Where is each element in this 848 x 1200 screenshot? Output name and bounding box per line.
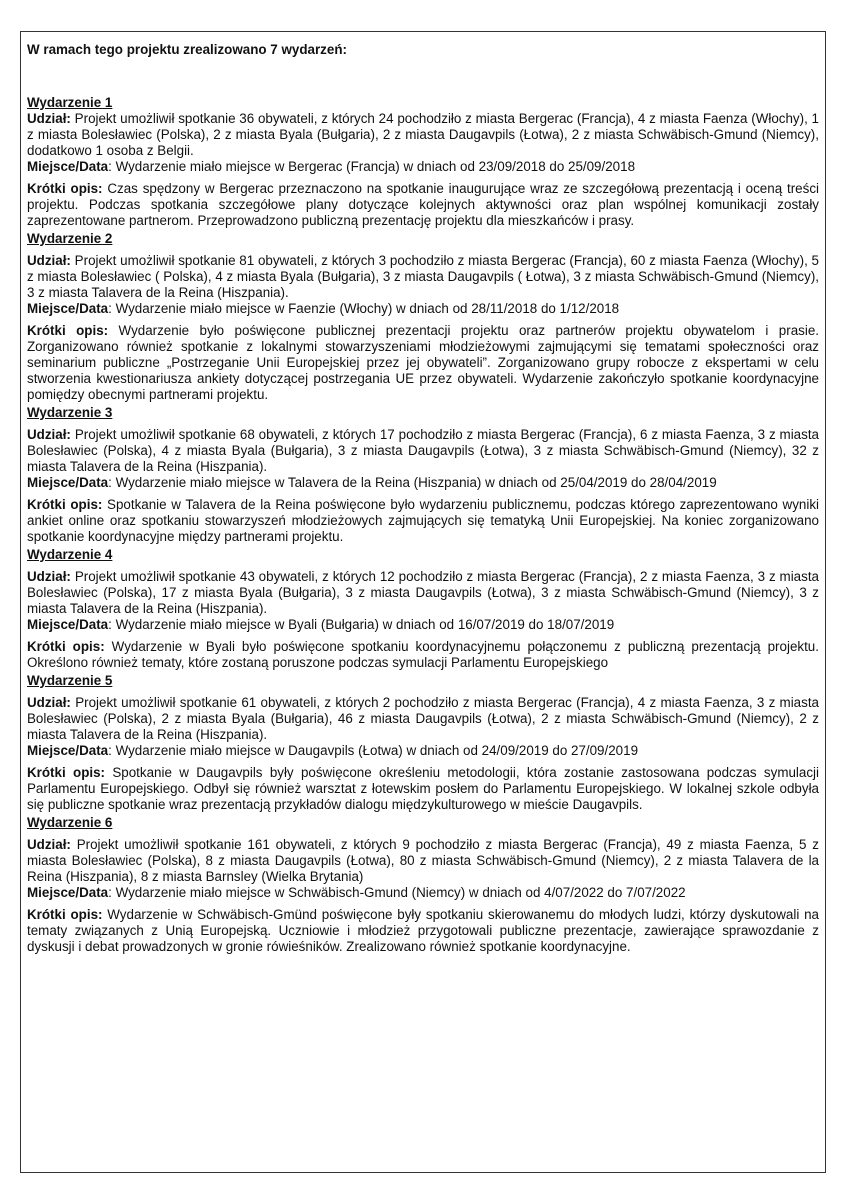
event-participation [27, 111, 819, 159]
event-description [27, 323, 819, 403]
document-frame [20, 31, 826, 1173]
event-description [27, 907, 819, 955]
event-participation [27, 253, 819, 301]
event-heading: Wydarzenie 6 [27, 815, 113, 830]
place-date-text: Wydarzenie miało miejsce w Byali (Bułgaria) w dniach od 16/07/2019 do 18/07/2019 [111, 617, 615, 632]
participation-text: Projekt umożliwił spotkanie 81 obywateli, z których 3 pochodziło z miasta Bergerac (Francja), 60 z miasta Faenza (Włochy), 5 z miasta Bolesławiec ( Polska), 4 z miasta Byala (Bułgaria), 3 z miasta Daugavpils ( Łotwa), 3 z miasta Schwäbisch-Gmund (Niemcy), 3 z miasta Talavera de la Reina (Hiszpania). [27, 253, 819, 300]
document-title: W ramach tego projektu zrealizowano 7 wydarzeń: [27, 42, 347, 57]
event-heading: Wydarzenie 4 [27, 547, 113, 562]
description-label: Krótki opis: [27, 323, 109, 338]
place-date-label: Miejsce/Data [27, 475, 109, 490]
event-place-date [27, 743, 819, 759]
place-date-text: Wydarzenie miało miejsce w Faenzie (Włochy) w dniach od 28/11/2018 do 1/12/2018 [111, 301, 620, 316]
event-description [27, 181, 819, 229]
participation-label: Udział: [27, 837, 71, 852]
place-date-separator: : [108, 475, 112, 490]
event-4 [27, 547, 819, 671]
event-5 [27, 673, 819, 813]
event-description [27, 639, 819, 671]
event-participation [27, 837, 819, 885]
description-text: Spotkanie w Daugavpils były poświęcone określeniu metodologii, która zostanie zastosowana podczas symulacji Parlamentu Europejskiego. Odbył się również warsztat z łotewskim posłem do Parlamentu Europejskiego. W lokalnej szkole odbyła się publiczne spotkanie wraz prezentacją przykładów dialogu międzykulturowego w mieście Daugavpils. [27, 765, 819, 812]
event-participation [27, 427, 819, 475]
participation-text: Projekt umożliwił spotkanie 161 obywateli, z których 9 pochodziło z miasta Bergerac (Francja), 49 z miasta Faenza, 5 z miasta Bolesławiec (Polska), 8 z miasta Daugavpils (Łotwa), 80 z miasta Schwäbisch-Gmund (Niemcy), 2 z miasta Talavera de la Reina (Hiszpania), 8 z miasta Barnsley (Wielka Brytania) [27, 837, 819, 884]
participation-label: Udział: [27, 253, 71, 268]
place-date-label: Miejsce/Data [27, 159, 109, 174]
place-date-label: Miejsce/Data [27, 301, 109, 316]
description-label: Krótki opis: [27, 907, 103, 922]
event-place-date [27, 617, 819, 633]
participation-label: Udział: [27, 569, 71, 584]
participation-text: Projekt umożliwił spotkanie 43 obywateli, z których 12 pochodziło z miasta Bergerac (Francja), 2 z miasta Faenza, 3 z miasta Bolesławiec (Polska), 17 z miasta Byala (Bułgaria), 3 z miasta Daugavpils (Łotwa), 3 z miasta Schwäbisch-Gmund (Niemcy), 3 z miasta Talavera de la Reina (Hiszpania). [27, 569, 819, 616]
participation-label: Udział: [27, 695, 71, 710]
description-text: Wydarzenie w Schwäbisch-Gmünd poświęcone były spotkaniu skierowanemu do młodych ludzi, którzy dyskutowali na tematy związanych z Unią Europejską. Uczniowie i młodzież przygotowali publiczne prezentacje, zawierające sprawozdanie z dyskusji i debat prowadzonych w gronie rówieśników. Zrealizowano również spotkanie koordynacyjne. [27, 907, 819, 954]
place-date-label: Miejsce/Data [27, 617, 109, 632]
place-date-label: Miejsce/Data [27, 743, 109, 758]
description-label: Krótki opis: [27, 497, 103, 512]
event-3 [27, 405, 819, 545]
description-text: Wydarzenie w Byali było poświęcone spotkaniu koordynacyjnemu połączonemu z publiczną prezentacją projektu. Określono również tematy, które zostaną poruszone podczas symulacji Parlamentu Europejskiego [27, 639, 819, 670]
event-place-date [27, 475, 819, 491]
participation-label: Udział: [27, 111, 71, 126]
place-date-separator: : [108, 301, 112, 316]
description-label: Krótki opis: [27, 181, 103, 196]
participation-label: Udział: [27, 427, 71, 442]
event-6 [27, 815, 819, 955]
place-date-separator: : [108, 743, 112, 758]
place-date-separator: : [108, 617, 112, 632]
event-heading: Wydarzenie 3 [27, 405, 113, 420]
place-date-text: Wydarzenie miało miejsce w Daugavpils (Łotwa) w dniach od 24/09/2019 do 27/09/2019 [111, 743, 639, 758]
event-place-date [27, 885, 819, 901]
place-date-separator: : [108, 159, 112, 174]
event-description [27, 497, 819, 545]
event-2 [27, 231, 819, 403]
event-heading: Wydarzenie 1 [27, 95, 113, 110]
description-text: Spotkanie w Talavera de la Reina poświęcone było wydarzeniu publicznemu, podczas którego zaprezentowano wyniki ankiet online oraz spotkaniu stowarzyszeń młodzieżowych zajmujących się tematyką Unii Europejskiej. Na koniec zorganizowano spotkanie koordynacyjne między partnerami projektu. [27, 497, 819, 544]
participation-text: Projekt umożliwił spotkanie 68 obywateli, z których 17 pochodziło z miasta Bergerac (Francja), 6 z miasta Faenza, 3 z miasta Bolesławiec (Polska), 4 z miasta Byala (Bułgaria), 3 z miasta Daugavpils (Łotwa), 3 z miasta Schwäbisch-Gmund (Niemcy), 32 z miasta Talavera de la Reina (Hiszpania). [27, 427, 819, 474]
event-1 [27, 95, 819, 229]
place-date-text: Wydarzenie miało miejsce w Bergerac (Francja) w dniach od 23/09/2018 do 25/09/2018 [111, 159, 636, 174]
description-text: Wydarzenie było poświęcone publicznej prezentacji projektu oraz partnerów projektu obywatelom i prasie. Zorganizowano również spotkanie z lokalnymi stowarzyszeniami młodzieżowymi zajmującymi się tematami społeczności oraz seminarium publiczne „Postrzeganie Unii Europejskiej przez jej obywateli”. Zorganizowano grupy robocze z ekspertami w celu stworzenia kwestionariusza ankiety dotyczącej postrzegania UE przez obywateli. Wydarzenie zakończyło spotkanie koordynacyjne pomiędzy obecnymi partnerami projektu. [27, 323, 819, 402]
event-heading: Wydarzenie 5 [27, 673, 113, 688]
event-place-date [27, 301, 819, 317]
description-text: Czas spędzony w Bergerac przeznaczono na spotkanie inaugurujące wraz ze szczegółową prezentacją i oceną treści projektu. Podczas spotkania szczegółowe plany dotyczące kolejnych aktywności oraz plan wspólnej komunikacji zostały zaprezentowane partnerom. Przeprowadzono publiczną prezentację projektu dla mieszkańców i prasy. [27, 181, 819, 228]
description-label: Krótki opis: [27, 639, 105, 654]
place-date-label: Miejsce/Data [27, 885, 109, 900]
place-date-text: Wydarzenie miało miejsce w Talavera de la Reina (Hiszpania) w dniach od 25/04/2019 do 28/04/2019 [111, 475, 717, 490]
description-label: Krótki opis: [27, 765, 106, 780]
event-place-date [27, 159, 819, 175]
place-date-separator: : [108, 885, 112, 900]
event-participation [27, 695, 819, 743]
participation-text: Projekt umożliwił spotkanie 36 obywateli, z których 24 pochodziło z miasta Bergerac (Francja), 4 z miasta Faenza (Włochy), 1 z miasta Bolesławiec (Polska), 2 z miasta Byala (Bułgaria), 2 z miasta Daugavpils (Łotwa), 2 z miasta Schwäbisch-Gmund (Niemcy), dodatkowo 1 osoba z Belgii. [27, 111, 819, 158]
participation-text: Projekt umożliwił spotkanie 61 obywateli, z których 2 pochodziło z miasta Bergerac (Francja), 4 z miasta Faenza, 3 z miasta Bolesławiec (Polska), 2 z miasta Byala (Bułgaria), 46 z miasta Daugavpils (Łotwa), 2 z miasta Schwäbisch-Gmund (Niemcy), 2 z miasta Talavera de la Reina (Hiszpania). [27, 695, 819, 742]
event-heading: Wydarzenie 2 [27, 231, 113, 246]
event-participation [27, 569, 819, 617]
place-date-text: Wydarzenie miało miejsce w Schwäbisch-Gmund (Niemcy) w dniach od 4/07/2022 do 7/07/2022 [111, 885, 686, 900]
event-description [27, 765, 819, 813]
